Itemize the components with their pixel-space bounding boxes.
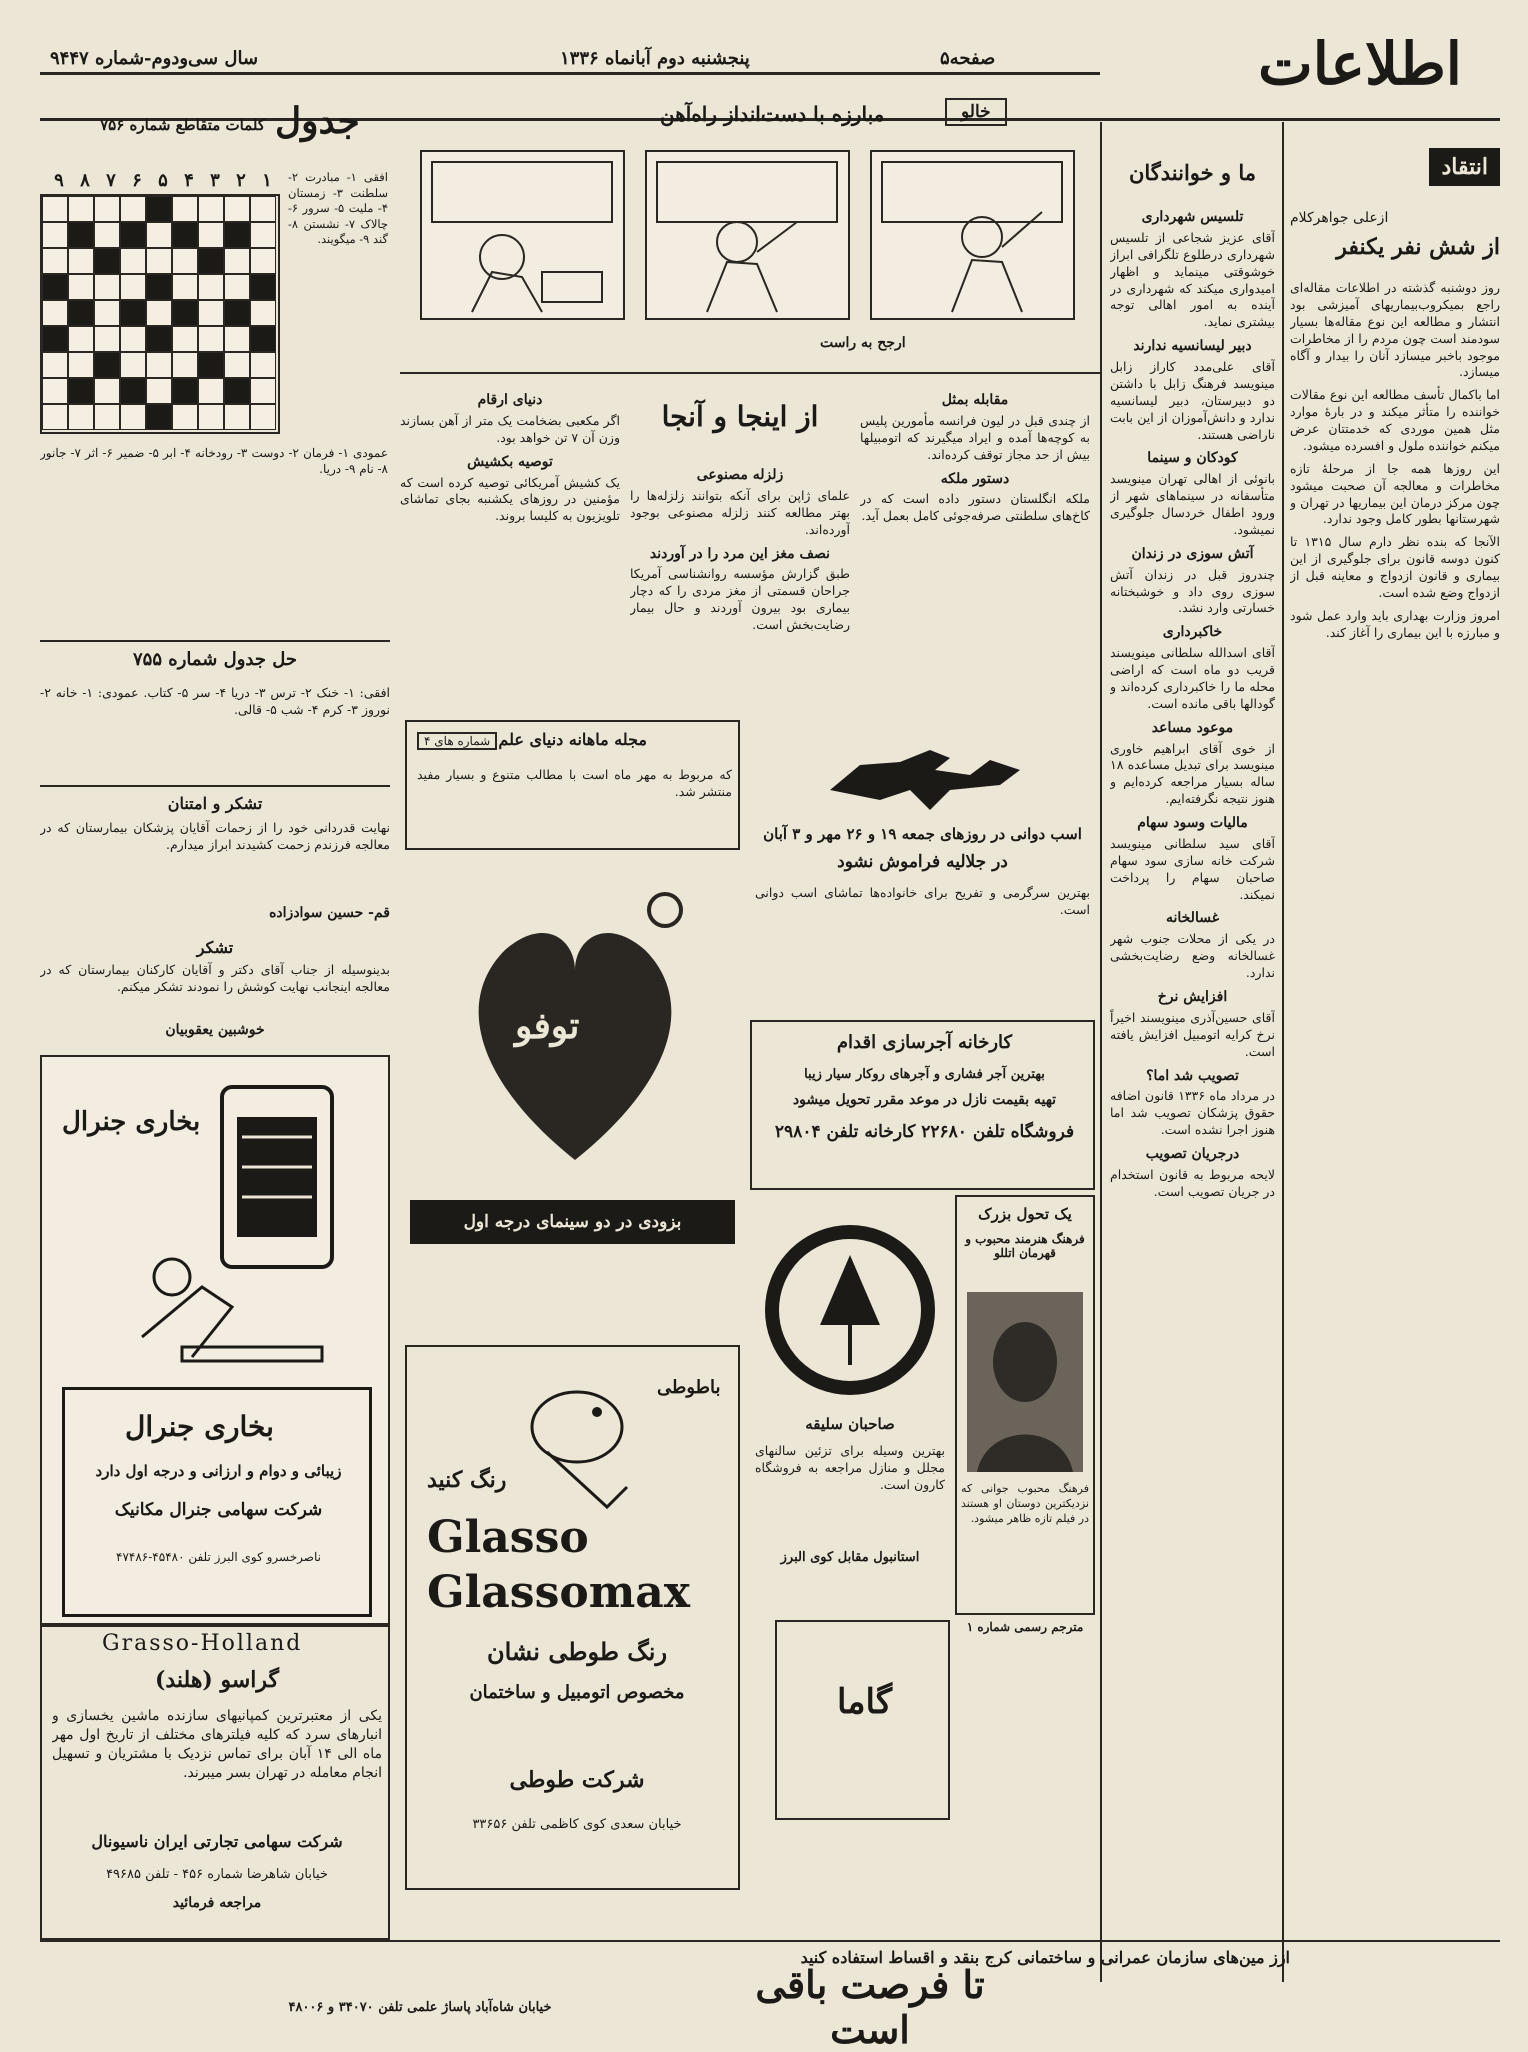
readers-heading: موعود مساعد: [1151, 719, 1234, 736]
heater-ad[interactable]: [40, 1055, 390, 1625]
brick-title: کارخانه آجرسازی اقدام: [836, 1032, 1013, 1053]
grasso-note: مراجعه فرمائید: [172, 1895, 262, 1911]
crossword-cell: [224, 222, 250, 248]
critique-para: روز دوشنبه گذشته در اطلاعات مقاله‌ای راجع بمیکروب‌بیماریهای آمیزشی بود انتشار و مطالعه این نوع مقاله‌ها بسیار سودمند است چون مردم را از مخاطرات موجود باخبر میسازد آنان را بیدار و آگاه میسازد.: [1290, 280, 1500, 380]
cartoon-block: [400, 90, 1095, 370]
salifa-ad[interactable]: [750, 1195, 950, 1595]
crossword-cell[interactable]: [198, 326, 224, 352]
crossword-cell[interactable]: [198, 196, 224, 222]
misc-heading: دنیای ارقام: [477, 392, 543, 408]
critique-para: این روزها همه جا از مرحلهٔ تازه مخاطرات و معالجه آن صحبت میشود چون مرکز درمان این بیماریها در تهران و شهرستانها بطور کامل وجود ندارد.: [1290, 460, 1500, 527]
race-ad[interactable]: [750, 720, 1095, 1020]
readers-column: [1110, 130, 1275, 1990]
readers-text: در یکی از محلات جنوب شهر غسالخانه وضع رضایت‌بخشی ندارد.: [1110, 931, 1275, 981]
crossword-cell: [224, 300, 250, 326]
section-rule: [40, 785, 390, 787]
readers-text: لایحه مربوط به قانون استخدام در جریان تصویب است.: [1110, 1166, 1275, 1199]
paint-sub: مخصوص اتومبیل و ساختمان: [469, 1682, 685, 1703]
crossword-cell[interactable]: [146, 248, 172, 274]
readers-heading: خاکبرداری: [1162, 624, 1223, 641]
tofu-brand: توفو: [515, 1005, 580, 1047]
thanks2-title: تشکر: [196, 938, 234, 957]
translation-notice: مترجم رسمی شماره ۱: [966, 1620, 1084, 1634]
crossword-numbers: [40, 170, 280, 192]
heater-company: شرکت سهامی جنرال مکانیک: [114, 1500, 323, 1520]
readers-heading: دبیر لیسانسیه ندارند: [1133, 338, 1252, 355]
brick-phone: فروشگاه تلفن ۲۲۶۸۰ کارخانه تلفن ۲۹۸۰۴: [774, 1122, 1075, 1142]
misc-heading: دستور ملکه: [940, 470, 1010, 487]
readers-heading: غسالخانه: [1165, 910, 1220, 927]
grasso-address: خیابان شاهرضا شماره ۴۵۶ - تلفن ۴۹۶۸۵: [106, 1867, 328, 1882]
science-title: مجله ماهانه دنیای علم: [498, 730, 647, 749]
cinema-banner: بزودی در دو سینمای درجه اول: [410, 1200, 735, 1244]
cartoon-title: مبارزه با دست‌انداز راه‌آهن: [660, 102, 885, 126]
crossword-cell[interactable]: [68, 274, 94, 300]
footer-ad-1: ازز مین‌های سازمان عمرانی و ساختمانی کرج بنقد و اقساط استفاده کنید: [800, 1948, 1290, 1967]
crossword-cell[interactable]: [224, 326, 250, 352]
race-text: بهترین سرگرمی و تفریح برای خانواده‌ها تماشای اسب دوانی است.: [755, 885, 1090, 917]
crossword-cell[interactable]: [94, 326, 120, 352]
crossword-cell: [172, 222, 198, 248]
crossword-cell[interactable]: [172, 248, 198, 274]
cartoon-panel-2: [645, 150, 850, 320]
crossword-cell: [68, 378, 94, 404]
crossword-number: ۶: [132, 170, 142, 191]
paint-address: خیابان سعدی کوی کاظمی تلفن ۳۳۶۵۶: [472, 1817, 682, 1832]
crossword-cell[interactable]: [224, 352, 250, 378]
heater-illustration: [122, 1077, 382, 1377]
crossword-cell[interactable]: [42, 404, 68, 430]
crossword-cell: [146, 326, 172, 352]
misc-heading: نصف مغز این مرد را در آوردند: [649, 545, 831, 562]
misc-col-mid: [630, 460, 850, 700]
crossword-cell[interactable]: [172, 274, 198, 300]
crossword-cell[interactable]: [250, 378, 276, 404]
crossword-number: ۴: [184, 170, 194, 191]
readers-heading: آتش سوزی در زندان: [1131, 545, 1254, 562]
movie-sub: فرهنگ هنرمند محبوب و قهرمان اتللو: [965, 1232, 1085, 1260]
salifa-text: بهترین وسیله برای تزئین سالنهای مجلل و منازل مراجعه به فروشگاه کارون است.: [755, 1443, 945, 1492]
footer-ad-2: تا فرصت باقی است: [755, 1962, 985, 2052]
crossword-cell[interactable]: [172, 404, 198, 430]
heater-top-title: بخاری جنرال: [62, 1107, 201, 1137]
race-sub: در جلالیه فراموش نشود: [837, 852, 1008, 872]
crossword-cell[interactable]: [146, 300, 172, 326]
readers-text: آقای علی‌مدد کاراز زابل مینویسد فرهنگ زابل با داشتن دو دبیرستان، دبیر لیسانسیه ندارد و دانش‌آموزان از این بابت ناراضی هستند.: [1110, 359, 1275, 442]
salifa-title: صاحبان سلیقه: [805, 1415, 895, 1433]
crossword-subtitle: کلمات متقاطع شماره ۷۵۶: [100, 116, 265, 134]
crossword-cell[interactable]: [120, 248, 146, 274]
cartoon-drawing: [422, 152, 623, 318]
crossword-number: ۲: [236, 170, 246, 191]
crossword-cell[interactable]: [94, 404, 120, 430]
column-divider: [1100, 122, 1102, 1982]
crossword-cell[interactable]: [120, 274, 146, 300]
cartoon-drawing: [872, 152, 1073, 318]
crossword-cell[interactable]: [172, 352, 198, 378]
readers-heading: تلسیس شهرداری: [1141, 209, 1244, 225]
grasso-company: شرکت سهامی تجارتی ایران ناسیونال: [91, 1832, 343, 1851]
cartoon-panel-1: [420, 150, 625, 320]
heater-bottom-title: بخاری جنرال: [125, 1410, 274, 1443]
crossword-cell[interactable]: [94, 300, 120, 326]
actor-photo: [967, 1292, 1083, 1472]
crossword-cell[interactable]: [68, 352, 94, 378]
solution-title: حل جدول شماره ۷۵۵: [132, 649, 297, 670]
crossword-cell[interactable]: [42, 196, 68, 222]
crossword-number: ۸: [80, 170, 90, 191]
crossword-cell[interactable]: [172, 326, 198, 352]
crossword-cell: [68, 300, 94, 326]
section-rule: [40, 640, 390, 642]
thanks2-text: بدینوسیله از جناب آقای دکتر و آقایان کارکنان بیمارستان که در معالجه اینجانب نهایت کوشش را نمودند تشکر میکنم.: [40, 962, 390, 994]
cartoon-caption: ارجح به راست: [820, 335, 906, 351]
crossword-cell[interactable]: [42, 378, 68, 404]
heater-address: ناصرخسرو کوی البرز تلفن ۴۵۴۸۰-۴۷۴۸۶: [116, 1550, 321, 1564]
crossword-cell[interactable]: [250, 248, 276, 274]
science-text: که مربوط به مهر ماه است با مطالب متنوع و بسیار مفید منتشر شد.: [417, 767, 732, 799]
thanks-title: تشکر و امتنان: [167, 794, 263, 813]
crossword-number: ۳: [210, 170, 220, 191]
brick-ad[interactable]: [750, 1020, 1095, 1190]
heater-house: [62, 1387, 372, 1617]
crossword-cell: [198, 248, 224, 274]
issue-date: پنجشنبه دوم آبانماه ۱۳۳۶: [560, 48, 750, 69]
misc-title: از اینجا و آنجا: [661, 400, 819, 433]
misc-block: [400, 380, 1095, 710]
misc-text: طبق گزارش مؤسسه روانشناسی آمریکا جراحان قسمتی از مغز مردی را که دچار بیماری بود بیرون آوردند و حال بیمار رضایت‌بخش است.: [630, 566, 850, 633]
crossword-down: عمودی ۱- فرمان ۲- دوست ۳- رودخانه ۴- ابر ۵- ضمیر ۶- اثر ۷- جانور ۸- نام ۹- دریا.: [40, 446, 388, 477]
readers-heading: کودکان و سینما: [1147, 450, 1238, 467]
crossword-cell: [172, 378, 198, 404]
solution-block: [40, 645, 390, 785]
grasso-fa: گراسو (هلند): [154, 1667, 280, 1693]
movie-text: فرهنگ محبوب جوانی که نزدیکترین دوستان او هستند در فیلم تازه ظاهر میشود.: [961, 1482, 1089, 1525]
grasso-brand: Grasso-Holland: [102, 1631, 303, 1656]
paint-brand-1: Glasso: [427, 1512, 589, 1563]
crossword-cell[interactable]: [250, 404, 276, 430]
parrot-icon: [517, 1367, 647, 1517]
readers-text: در مرداد ماه ۱۳۳۶ قانون اضافه حقوق پزشکان تصویب شد اما هنوز اجرا نشده است.: [1110, 1088, 1275, 1138]
crossword-cell[interactable]: [68, 248, 94, 274]
readers-heading: مالیات وسود سهام: [1137, 815, 1248, 832]
crossword-cell[interactable]: [94, 196, 120, 222]
paint-cmd: رنگ کنید: [427, 1467, 507, 1493]
crossword-cell[interactable]: [224, 404, 250, 430]
crossword-number: ۷: [106, 170, 116, 191]
crossword-cell[interactable]: [198, 300, 224, 326]
crossword-cell[interactable]: [120, 326, 146, 352]
crossword-cell[interactable]: [94, 222, 120, 248]
crossword-cell[interactable]: [68, 404, 94, 430]
crossword-number: ۵: [158, 170, 168, 191]
misc-text: علمای ژاپن برای آنکه بتوانند زلزله‌ها را بهتر مطالعه کنند زلزله مصنوعی بوجود آورده‌اند.: [630, 487, 850, 537]
readers-heading: درجریان تصویب: [1145, 1146, 1240, 1163]
cartoon-tag: خالو: [945, 98, 1007, 126]
portrait-icon: [967, 1292, 1083, 1472]
crossword-cell[interactable]: [68, 196, 94, 222]
section-rule: [400, 372, 1100, 374]
brick-text-1: بهترین آجر فشاری و آجرهای روکار سیار زیبا: [804, 1067, 1045, 1082]
crossword-cell[interactable]: [198, 404, 224, 430]
critique-tag: انتقاد: [1429, 148, 1500, 186]
crossword-cell[interactable]: [42, 300, 68, 326]
crossword-cell[interactable]: [224, 248, 250, 274]
critique-column: [1290, 130, 1500, 1990]
crossword-cell[interactable]: [146, 222, 172, 248]
crossword-cell: [198, 352, 224, 378]
misc-text: یک کشیش آمریکائی توصیه کرده است که مؤمنین در روزهای یکشنبه بجای تماشای تلویزیون به کلیسا بروند.: [400, 474, 620, 524]
readers-text: چندروز قبل در زندان آتش سوزی روی داد و خوشبختانه خسارتی وارد نشد.: [1110, 566, 1275, 616]
gama-brand: گاما: [836, 1682, 893, 1722]
grasso-text: یکی از معتبرترین کمپانیهای سازنده ماشین یخسازی و انبارهای سرد که کلیه فیلترهای مختلف از تاریخ اول مهر ماه الی ۱۴ آبان برای تماس نزدیک با مشتریان و تسهیل انجام معامله در تهران بسر میبرند.: [52, 1708, 382, 1781]
crossword-cell: [94, 248, 120, 274]
critique-para: اما باکمال تأسف مطالعه این نوع مقالات خواننده را متأثر میکند و در بارهٔ موارد مثل همین موردی که خدمتتان عرض میکنم خواننده ملول و افسرده میشود.: [1290, 387, 1500, 453]
misc-col-right: [860, 385, 1090, 705]
crossword-cell[interactable]: [198, 378, 224, 404]
critique-para: امروز وزارت بهداری باید وارد عمل شود و مبارزه با این بیماری را آغاز کند.: [1290, 607, 1500, 640]
crossword-cell: [224, 378, 250, 404]
crossword-number: ۱: [262, 170, 272, 191]
crossword-cell[interactable]: [42, 248, 68, 274]
crossword-cell: [120, 300, 146, 326]
misc-text: اگر مکعبی بضخامت یک متر از آهن بسازند وزن آن ۷ تن خواهد بود.: [400, 412, 620, 445]
misc-heading: مقابله بمثل: [941, 392, 1009, 408]
crossword-cell[interactable]: [120, 196, 146, 222]
crossword-cell[interactable]: [42, 222, 68, 248]
misc-heading: توصیه بکشیش: [467, 453, 553, 470]
crossword-block: [40, 100, 390, 660]
readers-body: [1110, 202, 1275, 2002]
header-rule: [40, 72, 1100, 75]
paint-badge: باطوطی: [657, 1377, 721, 1398]
crossword-cell[interactable]: [94, 274, 120, 300]
lamp-icon: [760, 1215, 940, 1405]
readers-text: آقای حسین‌آذری مینویسند اخیراً نرخ کرایه اتومبیل افزایش یافته است.: [1110, 1009, 1275, 1059]
crossword-title: جدول: [275, 100, 360, 142]
crossword-cell: [146, 404, 172, 430]
tofu-ad[interactable]: [405, 860, 740, 1330]
crossword-cell: [42, 326, 68, 352]
crossword-cell[interactable]: [224, 274, 250, 300]
crossword-cell: [120, 378, 146, 404]
crossword-cell: [172, 300, 198, 326]
crossword-cell: [42, 274, 68, 300]
issue-number: سال سی‌ودوم-شماره ۹۴۴۷: [50, 48, 259, 69]
heater-slogan: زیبائی و دوام و ارزانی و درجه اول دارد: [95, 1462, 342, 1480]
paint-title: رنگ طوطی نشان: [486, 1637, 668, 1666]
grasso-ad[interactable]: [40, 1625, 390, 1940]
page-number: صفحه۵: [940, 48, 996, 69]
paint-ad[interactable]: [405, 1345, 740, 1890]
science-ad[interactable]: [405, 720, 740, 850]
crossword-cell: [120, 222, 146, 248]
masthead: اطلاعات: [1258, 30, 1462, 98]
crossword-cell[interactable]: [224, 196, 250, 222]
movie-ad[interactable]: [955, 1195, 1095, 1615]
crossword-cell: [146, 196, 172, 222]
critique-para: الآنجا که بنده نظر دارم سال ۱۳۱۵ تا کنون دوسه قانون برای جلوگیری از این بیماری و قانون ازدواج و معاینه قبل از ازدواج وضع شده است.: [1290, 534, 1500, 600]
crossword-cell[interactable]: [250, 222, 276, 248]
crossword-cell[interactable]: [250, 352, 276, 378]
misc-text: از چندی قبل در لیون فرانسه مأمورین پلیس به کوچه‌ها آمده و ایراد میگیرند که اتومبیلها بیش از حد مجاز توقف کرده‌اند.: [860, 412, 1090, 462]
column-divider: [1282, 122, 1284, 1982]
salifa-address: استانبول مقابل کوی البرز: [780, 1550, 920, 1565]
crossword-cell[interactable]: [146, 352, 172, 378]
horse-icon: [820, 730, 1030, 820]
crossword-cell[interactable]: [94, 378, 120, 404]
thanks-sign: قم- حسین سوادزاده: [269, 905, 390, 921]
crossword-cell[interactable]: [146, 378, 172, 404]
misc-col-left: [400, 385, 620, 705]
race-title: اسب دوانی در روزهای جمعه ۱۹ و ۲۶ مهر و ۳ آبان: [763, 825, 1082, 843]
crossword-cell[interactable]: [250, 300, 276, 326]
critique-title: از شش نفر یکنفر: [1336, 234, 1500, 260]
gama-ad[interactable]: [775, 1620, 950, 1820]
crossword-cell[interactable]: [68, 326, 94, 352]
readers-heading: افزایش نرخ: [1157, 989, 1228, 1005]
crossword-grid[interactable]: [40, 194, 280, 434]
misc-heading: زلزله مصنوعی: [696, 467, 784, 483]
misc-text: ملکه انگلستان دستور داده است که در کاخ‌های سلطنتی صرفه‌جوئی کامل بعمل آید.: [860, 491, 1090, 524]
crossword-cell: [94, 352, 120, 378]
crossword-cell[interactable]: [250, 196, 276, 222]
critique-byline: ازعلی جواهرکلام: [1290, 210, 1389, 226]
thanks-text: نهایت قدردانی خود را از زحمات آقایان پزشکان بیمارستان که در معالجه فرزندم زحمت کشیدند ابراز میدارم.: [40, 820, 390, 852]
critique-body: [1290, 280, 1500, 1980]
footer-rule: [40, 1940, 1500, 1942]
crossword-cell[interactable]: [198, 222, 224, 248]
footer-address: خیابان شاه‌آباد پاساژ علمی تلفن ۳۴۰۷۰ و ۴۸۰۰۶: [288, 2000, 552, 2015]
science-sub: شماره های ۴: [417, 732, 497, 750]
readers-text: آقای اسدالله سلطانی مینویسند قریب دو ماه است که اراضی محله ما را خاکبرداری کرده‌اند و گودالها باقی مانده است.: [1110, 645, 1275, 711]
crossword-cell[interactable]: [172, 196, 198, 222]
crossword-cell[interactable]: [198, 274, 224, 300]
crossword-cell: [68, 222, 94, 248]
readers-title: ما و خوانندگان: [1128, 160, 1257, 185]
readers-text: آقای عزیز شجاعی از تلسیس شهرداری درطلوع تلگرافی ابراز خوشوقتی مینماید و اظهار امیدواری میکند که شهرداری در آینده به امور اهالی توجه بیشتری نماید.: [1110, 229, 1275, 330]
crossword-cell: [146, 274, 172, 300]
paint-brand-2: Glassomax: [427, 1567, 690, 1618]
crossword-cell[interactable]: [120, 404, 146, 430]
crossword-cell[interactable]: [42, 352, 68, 378]
cartoon-panel-3: [870, 150, 1075, 320]
readers-heading: تصویب شد اما؟: [1146, 1067, 1239, 1084]
crossword-across: افقی ۱- مبادرت ۲- سلطنت ۳- زمستان ۴- ملیت ۵- سرور ۶- چالاک ۷- نشستن ۸- گند ۹- میگویند.: [288, 170, 388, 247]
cartoon-drawing: [647, 152, 848, 318]
crossword-cell[interactable]: [120, 352, 146, 378]
readers-text: آقای سید سلطانی مینویسد شرکت خانه سازی سود سهام صاحبان سهام را پرداخت نمیکند.: [1110, 835, 1275, 902]
brick-text-2: تهیه بقیمت نازل در موعد مقرر تحویل میشود: [792, 1092, 1057, 1108]
readers-text: از خوی آقای ابراهیم خاوری مینویسد برای تبدیل مساعده ۱۸ ساله بسیار مراجعه کرده‌ایم و هنوز نتیجه نگرفته‌ایم.: [1110, 740, 1275, 807]
crossword-number: ۹: [54, 170, 64, 191]
thanks2-sign: خوشبین یعقوبیان: [165, 1022, 265, 1038]
movie-title: یک تحول بزرک: [978, 1205, 1072, 1223]
readers-text: بانوئی از اهالی تهران مینویسد متأسفانه در سینماهای شهر از ورود اطفال خردسال جلوگیری نمیشود.: [1110, 471, 1275, 537]
paint-company: شرکت طوطی: [509, 1767, 645, 1793]
thanks-block: [40, 790, 390, 1050]
crossword-cell: [250, 274, 276, 300]
crossword-cell: [250, 326, 276, 352]
solution-text: افقی: ۱- خنک ۲- ترس ۳- دریا ۴- سر ۵- کتاب. عمودی: ۱- خانه ۲- نوروز ۳- کرم ۴- شب ۵- قالی.: [40, 685, 390, 717]
